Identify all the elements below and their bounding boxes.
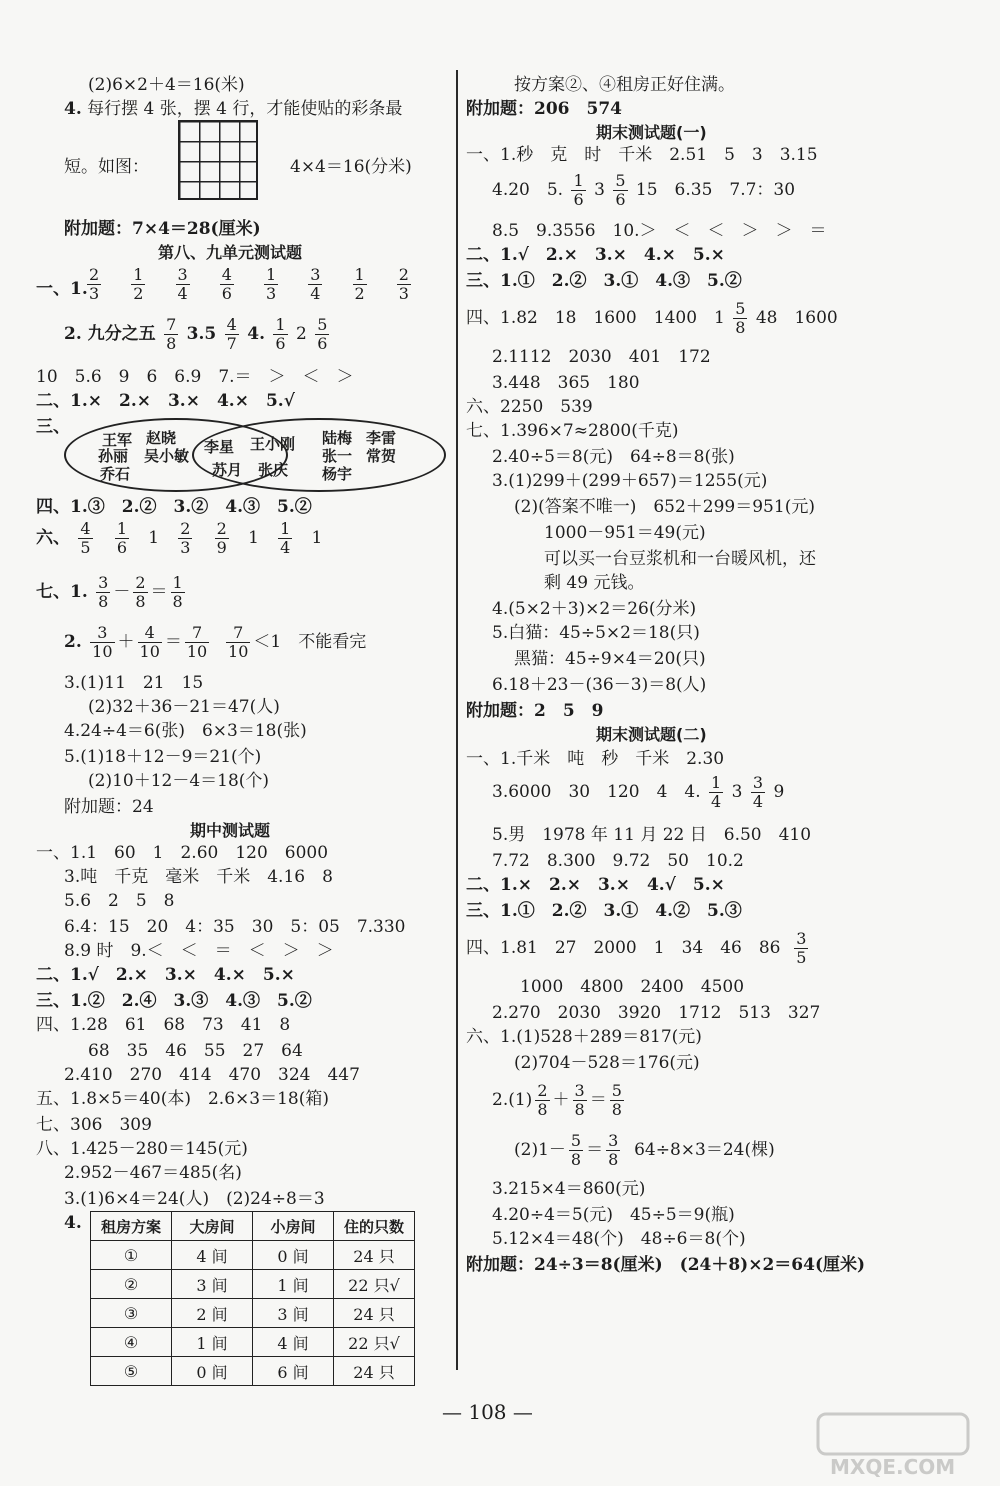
answer-line: 四、1.81 27 2000 1 34 46 86 $\frac{3}{5}$ [466,929,807,967]
answer-line: 二、1.√ 2.× 3.× 4.× 5.× [466,245,725,265]
answer-line: 5.男 1978 年 11 月 22 日 6.50 410 [492,825,812,845]
answer-line: 6.18＋23－(36－3)＝8(人) [492,675,707,695]
answer-line: 2.410 270 414 470 324 447 [64,1065,360,1085]
fraction: $\frac{2}{3}$ [398,265,409,303]
fraction: $\frac{1}{2}$ [354,265,365,303]
answer-line: 4.20÷4＝5(元) 45÷5＝9(瓶) [492,1205,735,1225]
table-row [91,1299,415,1328]
table-row [91,1241,415,1270]
answer-line: 三、1.① 2.② 3.① 4.③ 5.② [466,271,742,291]
table-cell: 24 只 [334,1241,415,1270]
answer-line: 7.72 8.300 9.72 50 10.2 [492,851,744,871]
answer-line: 4.(5×2＋3)×2＝26(分米) [492,599,697,619]
answer-line: 三、1.② 2.④ 3.③ 4.③ 5.② [36,991,312,1011]
answer-line: 七、1.396×7≈2800(千克) [466,421,679,441]
extra-answer: 附加题：206 574 [466,99,622,119]
venn-name: 常贺 [366,447,397,465]
venn-name: 孙丽 [98,447,129,465]
table-cell: 24 只 [334,1357,415,1386]
answer-line: 4. [64,1213,82,1233]
answer-line: 三、 [36,417,70,437]
fraction: $\frac{2}{8}$ [135,573,146,611]
fraction: $\frac{3}{8}$ [98,573,109,611]
fraction: $\frac{5}{6}$ [615,171,626,209]
table-cell: 2 间 [172,1299,253,1328]
fraction: $\frac{1}{4}$ [711,773,722,811]
answer-line: 六、 $\frac{4}{5}$ $\frac{1}{6}$ 1 $\frac{2}{3}$ $\frac{2}{9}$ 1 $\frac{1}{4}$ 1 [36,519,323,557]
table-cell: 4 间 [253,1328,334,1357]
table-row [91,1357,415,1386]
table-row [91,1328,415,1357]
fraction: $\frac{1}{6}$ [116,519,127,557]
table-cell: 1 间 [253,1270,334,1299]
fraction: $\frac{5}{8}$ [570,1131,582,1169]
table-cell: 0 间 [172,1357,253,1386]
answer-line: 短。如图： [64,157,149,177]
venn-name: 杨宇 [322,465,353,483]
venn-name: 张一 [322,447,353,465]
grid-figure [178,120,258,200]
answer-line: (2)(答案不唯一) 652＋299＝951(元) [514,497,815,517]
answer-line: 3.(1)11 21 15 [64,673,204,693]
answer-line: 4.20 5. $\frac{1}{6}$ 3 $\frac{5}{6}$ 15 6.35 7.7：30 [492,171,796,209]
fraction-row [84,266,414,303]
venn-name: 张庆 [258,461,289,479]
answer-line: 68 35 46 55 27 64 [88,1041,303,1061]
table-cell: ② [91,1270,172,1299]
table-cell: 3 间 [172,1270,253,1299]
fraction: $\frac{2}{8}$ [537,1081,548,1119]
answer-line: 剩 49 元钱。 [544,573,645,593]
answer-line: 3.(1)6×4＝24(人) (2)24÷8＝3 [64,1189,325,1209]
table-cell: ① [91,1241,172,1270]
fraction: $\frac{7}{10}$ [228,623,249,661]
answer-line: 5.12×4＝48(个) 48÷6＝8(个) [492,1229,746,1249]
answer-line: 三、1.① 2.② 3.① 4.② 5.③ [466,901,742,921]
fraction: $\frac{4}{6}$ [221,265,232,303]
answer-line: (2)10＋12－4＝18(个) [88,771,270,791]
section-heading: 期末测试题(二) [596,725,707,744]
answer-line: 2.952－467＝485(名) [64,1163,242,1183]
fraction: $\frac{3}{4}$ [177,265,188,303]
fraction: $\frac{5}{8}$ [735,299,746,337]
answer-line: 二、1.× 2.× 3.× 4.× 5.√ [36,391,295,411]
answer-line: (2)6×2＋4＝16(米) [88,75,245,95]
fraction: $\frac{5}{6}$ [317,315,328,353]
column-divider [456,70,458,1370]
venn-name: 王小刚 [250,435,296,453]
answer-line: 一、1.1 60 1 2.60 120 6000 [36,843,329,863]
venn-name: 王军 [102,431,133,449]
answer-line: 4.24÷4＝6(张) 6×3＝18(张) [64,721,307,741]
fraction: $\frac{4}{10}$ [139,623,160,661]
fraction: $\frac{1}{4}$ [280,519,291,557]
venn-name: 乔石 [100,465,131,483]
answer-line: 4. 每行摆 4 张，摆 4 行，才能使贴的彩条最 [64,99,403,119]
answer-line: 3.215×4＝860(元) [492,1179,646,1199]
extra-answer: 附加题：24 [64,797,154,817]
fraction: $\frac{3}{8}$ [608,1131,619,1169]
section-heading: 第八、九单元测试题 [158,243,303,262]
fraction: $\frac{3}{5}$ [796,929,807,967]
answer-line: 二、1.× 2.× 3.× 4.√ 5.× [466,875,725,895]
table-cell: ④ [91,1328,172,1357]
fraction: $\frac{1}{6}$ [275,315,286,353]
answer-line: 1000 4800 2400 4500 [520,977,745,997]
answer-line: 一、1.千米 吨 秒 千米 2.30 [466,749,725,769]
table-cell: 4 间 [172,1241,253,1270]
answer-line: (2)1－ $\frac{5}{8}$ ＝ $\frac{3}{8}$ 64÷8×3＝24(棵) [514,1131,775,1169]
venn-name: 苏月 [212,461,243,479]
fraction: $\frac{3}{4}$ [752,773,764,811]
extra-answer: 附加题：7×4＝28(厘米) [64,219,261,239]
fraction: $\frac{7}{8}$ [166,315,177,353]
table-cell: 1 间 [172,1328,253,1357]
answer-line: 3.(1)299＋(299＋657)＝1255(元) [492,471,768,491]
fraction: $\frac{4}{7}$ [226,315,237,353]
fraction: $\frac{1}{2}$ [133,265,144,303]
fraction: $\frac{3}{10}$ [92,623,113,661]
table-header: 大房间 [172,1212,253,1241]
table-cell: 3 间 [253,1299,334,1328]
table-cell: 6 间 [253,1357,334,1386]
table-cell: 22 只√ [334,1328,415,1357]
watermark-text: MXQE.COM [830,1455,956,1479]
venn-name: 陆梅 [322,429,353,447]
answer-line: 七、1. $\frac{3}{8}$ － $\frac{2}{8}$ ＝ $\frac{1}{8}$ [36,573,183,611]
answer-line: 2.(1) $\frac{2}{8}$ ＋ $\frac{3}{8}$ ＝ $\frac{5}{8}$ [492,1081,622,1119]
fraction: $\frac{3}{4}$ [310,265,321,303]
fraction: $\frac{1}{8}$ [172,573,183,611]
table-header: 租房方案 [91,1212,172,1241]
answer-line: 6.4：15 20 4：35 30 5：05 7.330 [64,917,406,937]
section-heading: 期末测试题(一) [596,123,707,142]
rental-plan-table [90,1211,415,1386]
answer-line: 可以买一台豆浆机和一台暖风机，还 [544,549,816,569]
table-row [91,1270,415,1299]
fraction: $\frac{4}{5}$ [80,519,91,557]
answer-line: 2.40÷5＝8(元) 64÷8＝8(张) [492,447,735,467]
page-number: — 108 — [442,1400,533,1424]
venn-name: 李雷 [366,429,397,447]
fraction: $\frac{2}{3}$ [89,265,100,303]
answer-line: 3.吨 千克 毫米 千米 4.16 8 [64,867,333,887]
extra-answer: 附加题：24÷3＝8(厘米) (24＋8)×2＝64(厘米) [466,1255,866,1275]
answer-line: 五、1.8×5＝40(本) 2.6×3＝18(箱) [36,1089,329,1109]
fraction: $\frac{5}{8}$ [611,1081,622,1119]
answer-line: 2. 九分之五 $\frac{7}{8}$ 3.5 $\frac{4}{7}$ 4. $\frac{1}{6}$ 2 $\frac{5}{6}$ [64,315,328,353]
answer-line: 2.1112 2030 401 172 [492,347,711,367]
answer-line: 4×4＝16(分米) [290,157,412,177]
answer-line: 二、1.√ 2.× 3.× 4.× 5.× [36,965,295,985]
table-cell: ⑤ [91,1357,172,1386]
fraction: $\frac{3}{8}$ [574,1081,585,1119]
answer-line: 六、2250 539 [466,397,593,417]
venn-name: 吴小敏 [144,447,190,465]
answer-line: 5.(1)18＋12－9＝21(个) [64,747,262,767]
table-header: 小房间 [253,1212,334,1241]
section-heading: 期中测试题 [190,821,271,840]
answer-line: 5.6 2 5 8 [64,891,175,911]
answer-line: 10 5.6 9 6 6.9 7.＝ ＞ ＜ ＞ [36,367,354,387]
answer-line: 2. $\frac{3}{10}$ ＋ $\frac{4}{10}$ ＝ $\frac{7}{10}$ $\frac{7}{10}$ ＜1 不能看完 [64,623,367,661]
answer-line: 七、306 309 [36,1115,152,1135]
fraction: $\frac{2}{9}$ [216,519,227,557]
answer-line: 5.白猫：45÷5×2＝18(只) [492,623,700,643]
answer-line: 3.6000 30 120 4 4. $\frac{1}{4}$ 3 $\frac{3}{4}$ 9 [492,773,785,811]
venn-name: 李星 [204,438,235,456]
table-cell: ③ [91,1299,172,1328]
table-cell: 24 只 [334,1299,415,1328]
fraction: $\frac{1}{6}$ [573,171,584,209]
answer-line: 八、1.425－280＝145(元) [36,1139,248,1159]
fraction: $\frac{7}{10}$ [186,623,208,661]
answer-line: 一、1.秒 克 时 千米 2.51 5 3 3.15 [466,145,818,165]
watermark-logo [810,1410,990,1480]
answer-line: 8.9 时 9.＜ ＜ ＝ ＜ ＞ ＞ [64,941,334,961]
answer-line: (2)32＋36－21＝47(人) [88,697,280,717]
answer-line: 黑猫：45÷9×4＝20(只) [514,649,706,669]
fraction: $\frac{1}{3}$ [266,265,277,303]
venn-name: 赵晓 [146,429,177,447]
table-cell: 22 只√ [334,1270,415,1299]
answer-line: 四、1.82 18 1600 1400 1 $\frac{5}{8}$ 48 1600 [466,299,838,337]
answer-line: 四、1.28 61 68 73 41 8 [36,1015,291,1035]
answer-line: (2)704－528＝176(元) [514,1053,700,1073]
answer-line: 四、1.③ 2.② 3.② 4.③ 5.② [36,497,312,517]
table-cell: 0 间 [253,1241,334,1270]
table-header-row [91,1212,415,1241]
extra-answer: 附加题：2 5 9 [466,701,604,721]
answer-line: 8.5 9.3556 10.＞ ＜ ＜ ＞ ＞ ＝ [492,221,827,241]
answer-line: 3.448 365 180 [492,373,640,393]
answer-line: 2.270 2030 3920 1712 513 327 [492,1003,821,1023]
answer-line: 按方案②、④租房正好住满。 [514,75,735,95]
answer-line: 一、1. [36,279,88,299]
answer-line: 1000－951＝49(元) [544,523,706,543]
table-header: 住的只数 [334,1212,415,1241]
answer-line: 六、1.(1)528＋289＝817(元) [466,1027,702,1047]
fraction: $\frac{2}{3}$ [180,519,191,557]
